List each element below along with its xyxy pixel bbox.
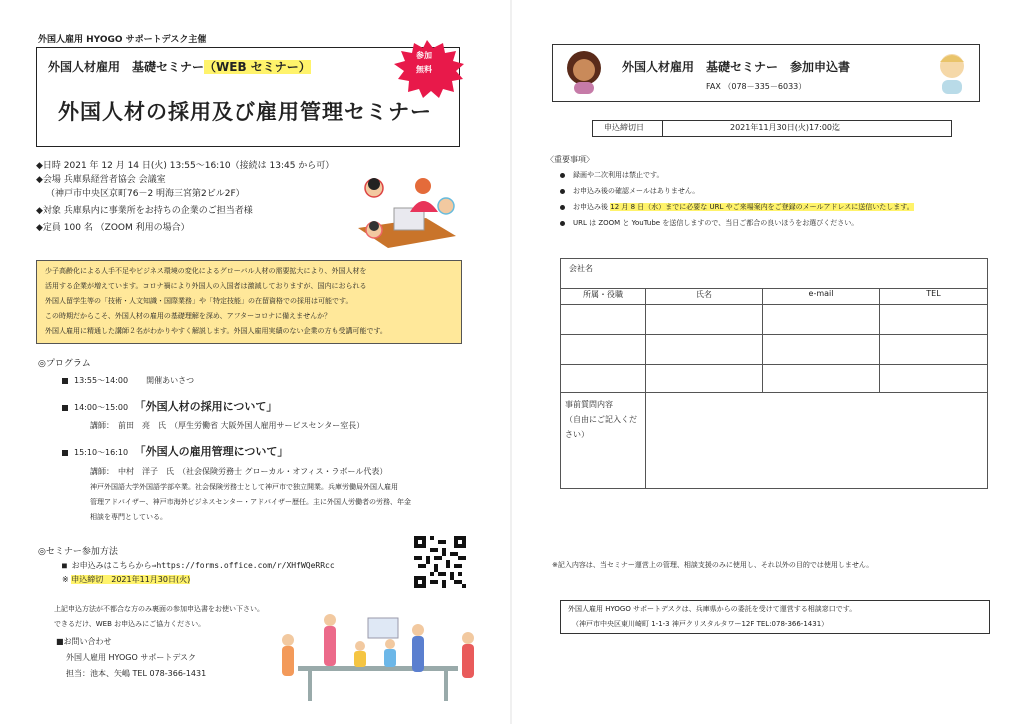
contact-person: 担当：池本、矢嶋 TEL 078-366-1431 xyxy=(66,669,207,678)
bullet-dot-icon xyxy=(560,221,565,226)
detail-address: （神戸市中央区京町76－2 明海三宮第2ビル2F） xyxy=(46,189,245,199)
notes-heading: 〈重要事項〉 xyxy=(546,155,594,164)
tel-input[interactable] xyxy=(880,335,988,365)
seminar-subtitle: 外国人材雇用 基礎セミナー（WEB セミナー） xyxy=(48,60,311,74)
detail-datetime: ◆日時 2021 年 12 月 14 日(火) 13:55～16:10（接続は 13:45 から可） xyxy=(36,161,335,171)
person-avatar-icon xyxy=(932,48,972,94)
detail-capacity: ◆定員 100 名 （ZOOM 利用の場合） xyxy=(36,223,190,233)
table-row xyxy=(561,335,988,365)
bullet-square-icon xyxy=(62,378,68,384)
table-row xyxy=(561,365,988,393)
intro-line: 外国人雇用に精通した講師２名がわかりやすく解説します。外国人雇用実績のない企業の方も受講可能です。 xyxy=(45,327,387,335)
program-heading: ◎プログラム xyxy=(38,359,91,369)
email-input[interactable] xyxy=(763,335,880,365)
intro-line: 外国人留学生等の「技術・人文知識・国際業務」や「特定技能」の在留資格での採用は可能です。 xyxy=(45,297,353,305)
note-item: URL は ZOOM と YouTube を送信しますので、当日ご都合の良いほうをお選びください。 xyxy=(560,218,858,228)
intro-line: 活用する企業が増えています。コロナ禍により外国人の入国者は激減しておりますが、国内におられる xyxy=(45,282,367,290)
intro-box xyxy=(36,260,462,344)
team-meeting-illustration xyxy=(268,608,490,704)
contact-org: 外国人雇用 HYOGO サポートデスク xyxy=(66,653,197,662)
speaker-2-bio: 管理アドバイザー、神戸市海外ビジネスセンター・アドバイザー歴任。主に外国人労働者の労務、年金 xyxy=(90,498,411,506)
speaker-2-bio: 神戸外国語大学外国語学部卒業。社会保険労務士として神戸市で独立開業。兵庫労働局外国人雇用 xyxy=(90,483,398,491)
application-form-table xyxy=(560,258,988,489)
col-header-dept: 所属・役職 xyxy=(561,289,646,305)
speaker-2-bio: 相談を専門としている。 xyxy=(90,513,167,521)
tel-input[interactable] xyxy=(880,305,988,335)
email-input[interactable] xyxy=(763,365,880,393)
question-label: （自由にご記入くだ xyxy=(565,415,637,424)
detail-venue: ◆会場 兵庫県経営者協会 会議室 xyxy=(36,175,166,185)
apply-url-link[interactable]: ■ お申込みはこちらから⇒https://forms.office.com/r/XHfWQeRRcc xyxy=(62,561,335,570)
organizer-label: 外国人雇用 HYOGO サポートデスク主催 xyxy=(38,35,207,45)
bullet-square-icon xyxy=(62,450,68,456)
deadline-divider xyxy=(662,120,663,136)
note-item: 録画や二次利用は禁止です。 xyxy=(560,170,663,180)
apply-heading: ◎セミナー参加方法 xyxy=(38,547,118,557)
dept-input[interactable] xyxy=(561,305,646,335)
col-header-name: 氏名 xyxy=(646,289,763,305)
intro-line: 少子高齢化による人手不足やビジネス環境の変化によるグローバル人材の需要拡大により、外国人材を xyxy=(45,267,367,275)
alt-text: できるだけ、WEB お申込みにご協力ください。 xyxy=(54,620,206,628)
name-input[interactable] xyxy=(646,365,763,393)
deadline-value: 2021年11月30日(火)17:00迄 xyxy=(730,123,841,132)
note-item: お申込み後の確認メールはありません。 xyxy=(560,186,699,196)
deadline-label: 申込締切日 xyxy=(604,123,644,132)
program-item: 14:00～15:00 「外国人材の採用について」 xyxy=(62,398,277,414)
bullet-dot-icon xyxy=(560,205,565,210)
question-label: 事前質問内容 xyxy=(565,400,613,409)
online-meeting-illustration xyxy=(348,166,464,252)
badge-line-1: 参加 xyxy=(416,51,432,60)
url-notice-highlight: 12 月 8 日（水）までに必要な URL やご来場案内をご登録のメールアドレスに送信いたします。 xyxy=(610,203,914,211)
name-input[interactable] xyxy=(646,335,763,365)
program-item: 15:10～16:10 「外国人の雇用管理について」 xyxy=(62,443,288,459)
privacy-note: ※記入内容は、当セミナー運営上の管理、相談支援のみに使用し、それ以外の目的では使用しません。 xyxy=(552,561,874,569)
contact-heading: ■お問い合わせ xyxy=(56,637,112,646)
badge-line-2: 無料 xyxy=(416,65,432,74)
person-avatar-icon xyxy=(562,48,606,94)
main-title: 外国人材の採用及び雇用管理セミナー xyxy=(58,100,432,124)
application-form-page xyxy=(512,0,1024,724)
question-label-cell xyxy=(561,393,646,489)
detail-target: ◆対象 兵庫県内に事業所をお持ちの企業のご担当者様 xyxy=(36,206,253,216)
bullet-dot-icon xyxy=(560,189,565,194)
speaker-1: 講師： 前田 亮 氏 （厚生労働省 大阪外国人雇用サービスセンター室長） xyxy=(90,421,365,430)
tel-input[interactable] xyxy=(880,365,988,393)
company-name-field[interactable] xyxy=(561,259,988,289)
dept-input[interactable] xyxy=(561,335,646,365)
footer-line: 外国人雇用 HYOGO サポートデスクは、兵庫県からの委託を受けて運営する相談窓口です。 xyxy=(568,605,857,613)
col-header-email: e-mail xyxy=(763,289,880,305)
bullet-square-icon xyxy=(62,405,68,411)
alt-text: 上記申込方法が不都合な方のみ裏面の参加申込書をお使い下さい。 xyxy=(54,605,264,613)
col-header-tel: TEL xyxy=(880,289,988,305)
question-input[interactable] xyxy=(646,393,988,489)
footer-line: （神戸市中央区東川崎町 1-1-3 神戸クリスタルタワー12F TEL:078-366-1431） xyxy=(572,620,829,628)
table-row xyxy=(561,305,988,335)
intro-line: この時期だからこそ、外国人材の雇用の基礎理解を深め、アフターコロナに備えませんか？ xyxy=(45,312,332,320)
note-item: お申込み後 12 月 8 日（水）までに必要な URL やご来場案内をご登録のメールアドレスに送信いたします。 xyxy=(560,202,914,212)
fax-number: FAX （078－335－6033） xyxy=(706,82,807,91)
company-label: 会社名 xyxy=(569,264,593,273)
deadline-line: ※ 申込締切 2021年11月30日(火) xyxy=(62,575,191,584)
qr-code-icon[interactable] xyxy=(414,536,466,588)
email-input[interactable] xyxy=(763,305,880,335)
web-seminar-tag: （WEB セミナー） xyxy=(204,60,311,74)
dept-input[interactable] xyxy=(561,365,646,393)
speaker-2: 講師： 中村 洋子 氏 （社会保険労務士 グローカル・オフィス・ラボール代表） xyxy=(90,467,388,476)
bullet-dot-icon xyxy=(560,173,565,178)
question-label: さい） xyxy=(565,430,589,439)
form-title: 外国人材雇用 基礎セミナー 参加申込書 xyxy=(622,60,851,74)
name-input[interactable] xyxy=(646,305,763,335)
program-item: 13:55～14:00 開催あいさつ xyxy=(62,375,194,386)
deadline-highlight: 申込締切 2021年11月30日(火) xyxy=(71,575,191,584)
